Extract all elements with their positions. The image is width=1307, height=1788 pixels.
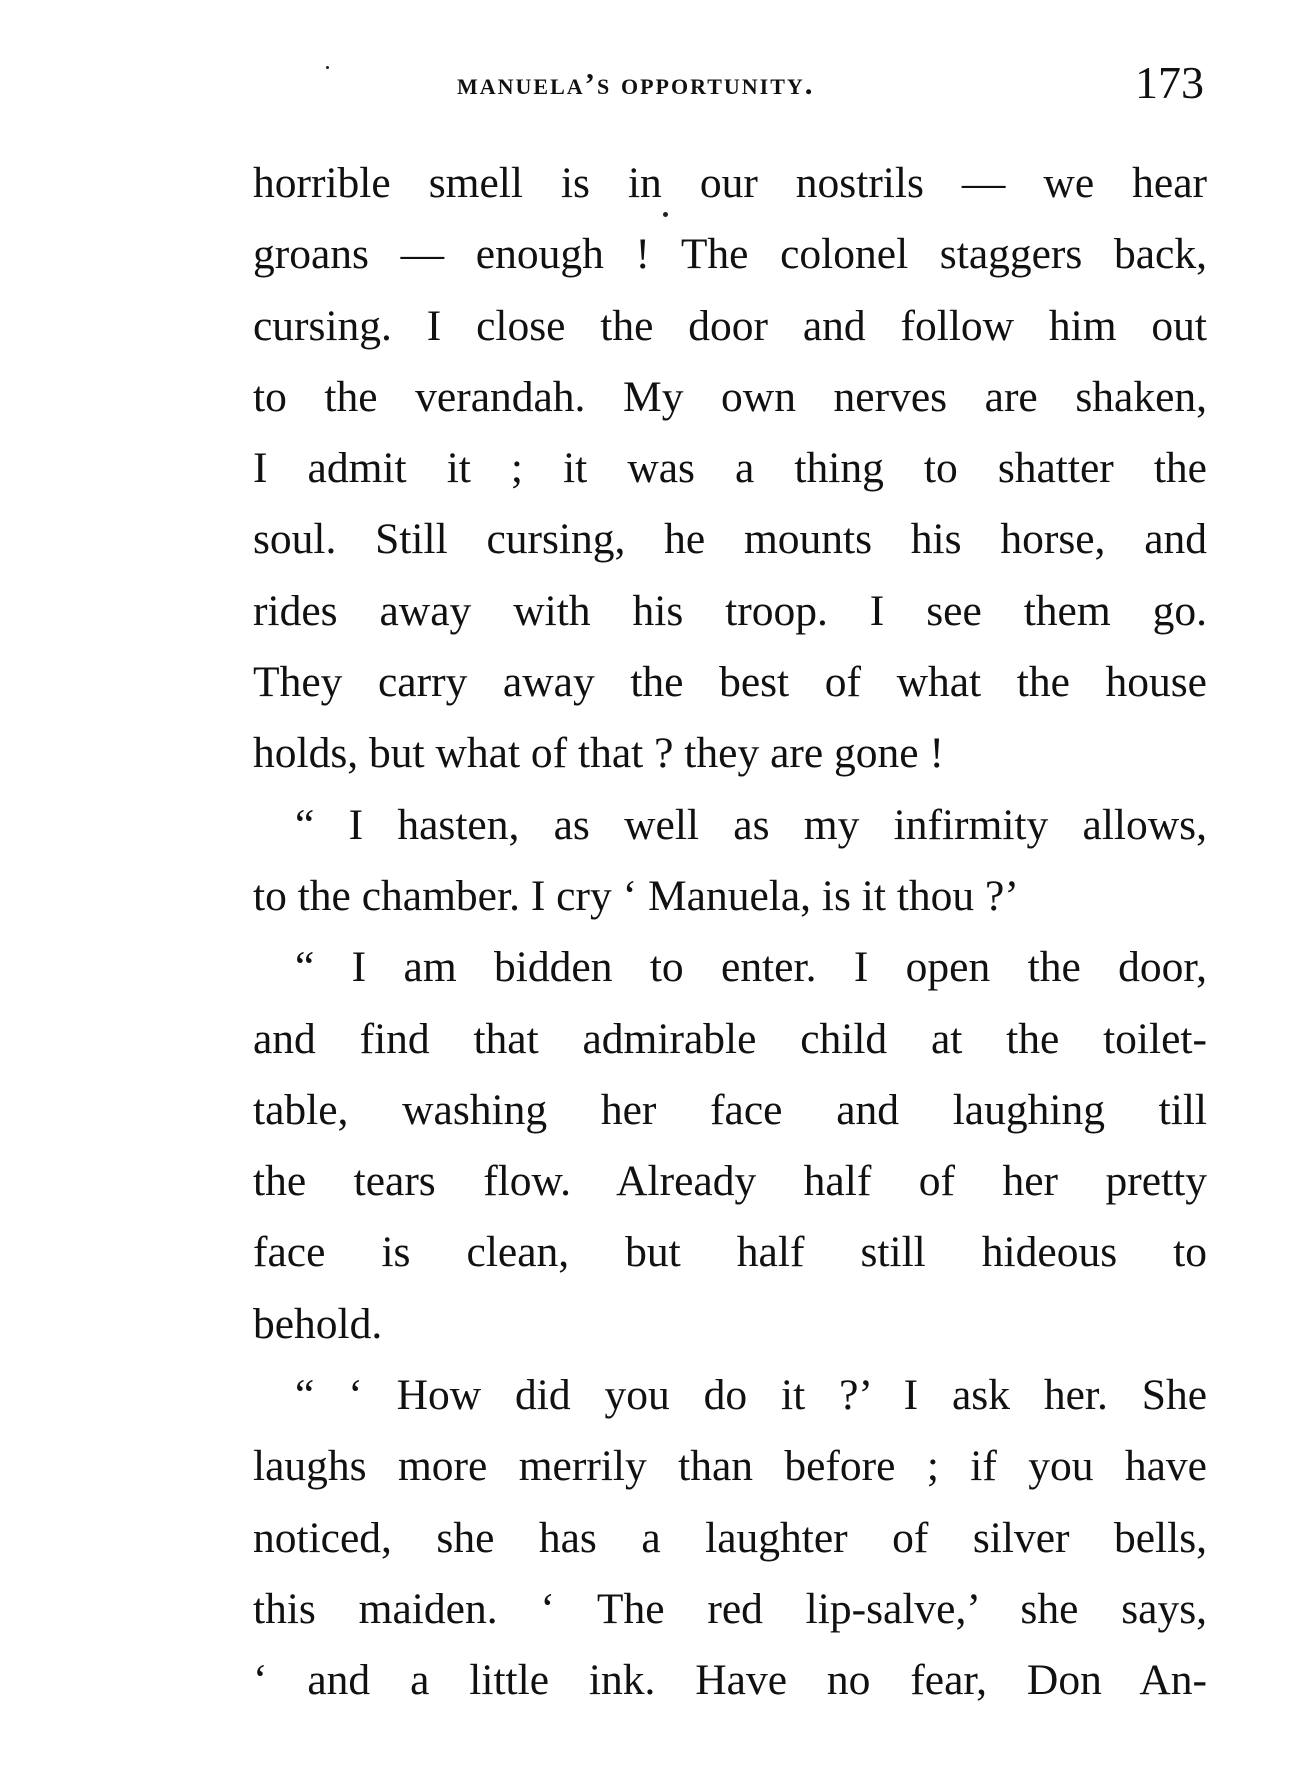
text-line: to the chamber. I cry ‘ Manuela, is it thou ?’ [253, 871, 1019, 920]
text-line: noticed, she has a laughter of silver bells, [253, 1513, 1207, 1562]
text-line: and find that admirable child at the toilet- [253, 1014, 1207, 1063]
text-line: laughs more merrily than before ; if you have [253, 1442, 1207, 1491]
text-line: “ I hasten, as well as my infirmity allows, [295, 800, 1207, 849]
text-line: I admit it ; it was a thing to shatter the [253, 444, 1207, 493]
text-line: rides away with his troop. I see them go. [253, 586, 1207, 635]
print-speck [326, 66, 329, 69]
text-line: They carry away the best of what the house [253, 658, 1207, 707]
text-line: “ I am bidden to enter. I open the door, [295, 943, 1207, 992]
text-line: holds, but what of that ? they are gone ! [253, 729, 944, 778]
text-line: “ ‘ How did you do it ?’ I ask her. She [295, 1371, 1207, 1420]
body-text [253, 148, 1207, 1717]
running-head [252, 56, 1210, 112]
text-line: groans — enough ! The colonel staggers back, [253, 230, 1207, 279]
text-line: ‘ and a little ink. Have no fear, Don An- [253, 1656, 1207, 1705]
text-line: behold. [253, 1299, 383, 1348]
text-line: the tears flow. Already half of her pretty [253, 1157, 1207, 1206]
text-line: face is clean, but half still hideous to [253, 1228, 1207, 1277]
text-line: table, washing her face and laughing till [253, 1085, 1207, 1134]
print-speck [663, 212, 668, 217]
text-line: horrible smell is in our nostrils — we hear [253, 159, 1207, 207]
running-title: manuela’s opportunity. [457, 66, 815, 101]
text-line: this maiden. ‘ The red lip-salve,’ she says, [253, 1584, 1207, 1633]
text-line: cursing. I close the door and follow him out [253, 301, 1207, 350]
page-number: 173 [1135, 57, 1204, 108]
text-line: to the verandah. My own nerves are shaken, [253, 372, 1207, 421]
text-line: soul. Still cursing, he mounts his horse, and [253, 515, 1207, 564]
